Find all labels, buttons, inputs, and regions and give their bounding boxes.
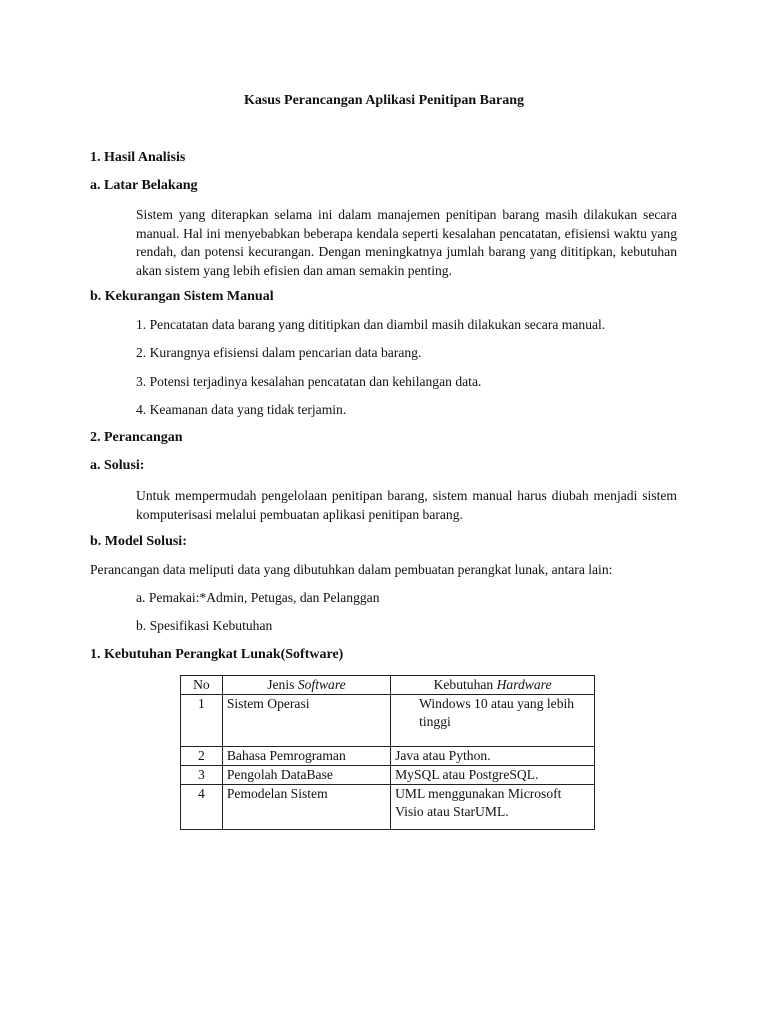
list-item: b. Spesifikasi Kebutuhan xyxy=(136,618,273,633)
heading-kekurangan-sistem: b. Kekurangan Sistem Manual xyxy=(90,289,274,304)
header-jenis-software xyxy=(222,676,390,695)
cell-kebutuhan: Windows 10 atau yang lebih tinggi xyxy=(391,695,595,747)
heading-solusi: a. Solusi: xyxy=(90,458,145,473)
heading-latar-belakang: a. Latar Belakang xyxy=(90,178,198,193)
cell-no: 1 xyxy=(181,695,223,747)
table-row xyxy=(181,747,595,766)
cell-no: 3 xyxy=(181,766,223,785)
cell-no: 2 xyxy=(181,747,223,766)
cell-jenis: Sistem Operasi xyxy=(222,695,390,747)
list-item: 3. Potensi terjadinya kesalahan pencatatan dan kehilangan data. xyxy=(136,374,482,389)
cell-jenis: Pemodelan Sistem xyxy=(222,785,390,830)
paragraph-latar-belakang: Sistem yang diterapkan selama ini dalam manajemen penitipan barang masih dilakukan secara manual. Hal ini menyebabkan beberapa kendala seperti kesalahan pencatatan, efisiensi waktu yang rendah, dan potensi kecurangan. Dengan meningkatnya jumlah barang yang dititipkan, kebutuhan akan sistem yang lebih efisien dan aman semakin penting. xyxy=(136,207,677,278)
document-title: Kasus Perancangan Aplikasi Penitipan Barang xyxy=(243,93,525,108)
list-item: 1. Pencatatan data barang yang dititipkan dan diambil masih dilakukan secara manual. xyxy=(136,317,606,332)
table-header-row xyxy=(181,676,595,695)
heading-model-solusi: b. Model Solusi: xyxy=(90,534,187,549)
header-kebutuhan-italic: Hardware xyxy=(496,677,552,692)
list-item: a. Pemakai:*Admin, Petugas, dan Pelanggan xyxy=(136,590,380,605)
cell-jenis: Pengolah DataBase xyxy=(222,766,390,785)
cell-kebutuhan: MySQL atau PostgreSQL. xyxy=(391,766,595,785)
heading-perancangan: 2. Perancangan xyxy=(90,430,183,445)
header-no: No xyxy=(181,676,223,695)
paragraph-solusi: Untuk mempermudah pengelolaan penitipan barang, sistem manual harus diubah menjadi sistem komputerisasi melalui pembuatan aplikasi penitipan barang. xyxy=(136,488,677,522)
requirements-table xyxy=(180,675,595,830)
table-row xyxy=(181,785,595,830)
heading-kebutuhan-software: 1. Kebutuhan Perangkat Lunak(Software) xyxy=(90,647,344,662)
model-solusi-intro: Perancangan data meliputi data yang dibutuhkan dalam pembuatan perangkat lunak, antara lain: xyxy=(90,562,613,577)
header-jenis-prefix: Jenis xyxy=(267,677,298,692)
cell-no: 4 xyxy=(181,785,223,830)
header-kebutuhan-hardware xyxy=(391,676,595,695)
cell-kebutuhan: Java atau Python. xyxy=(391,747,595,766)
cell-jenis: Bahasa Pemrograman xyxy=(222,747,390,766)
table-row xyxy=(181,695,595,747)
table-row xyxy=(181,766,595,785)
header-jenis-italic: Software xyxy=(297,677,346,692)
header-kebutuhan-prefix: Kebutuhan xyxy=(433,677,497,692)
list-item: 2. Kurangnya efisiensi dalam pencarian data barang. xyxy=(136,345,422,360)
list-item: 4. Keamanan data yang tidak terjamin. xyxy=(136,402,347,417)
cell-kebutuhan: UML menggunakan Microsoft Visio atau StarUML. xyxy=(391,785,595,830)
heading-hasil-analisis: 1. Hasil Analisis xyxy=(90,150,186,165)
